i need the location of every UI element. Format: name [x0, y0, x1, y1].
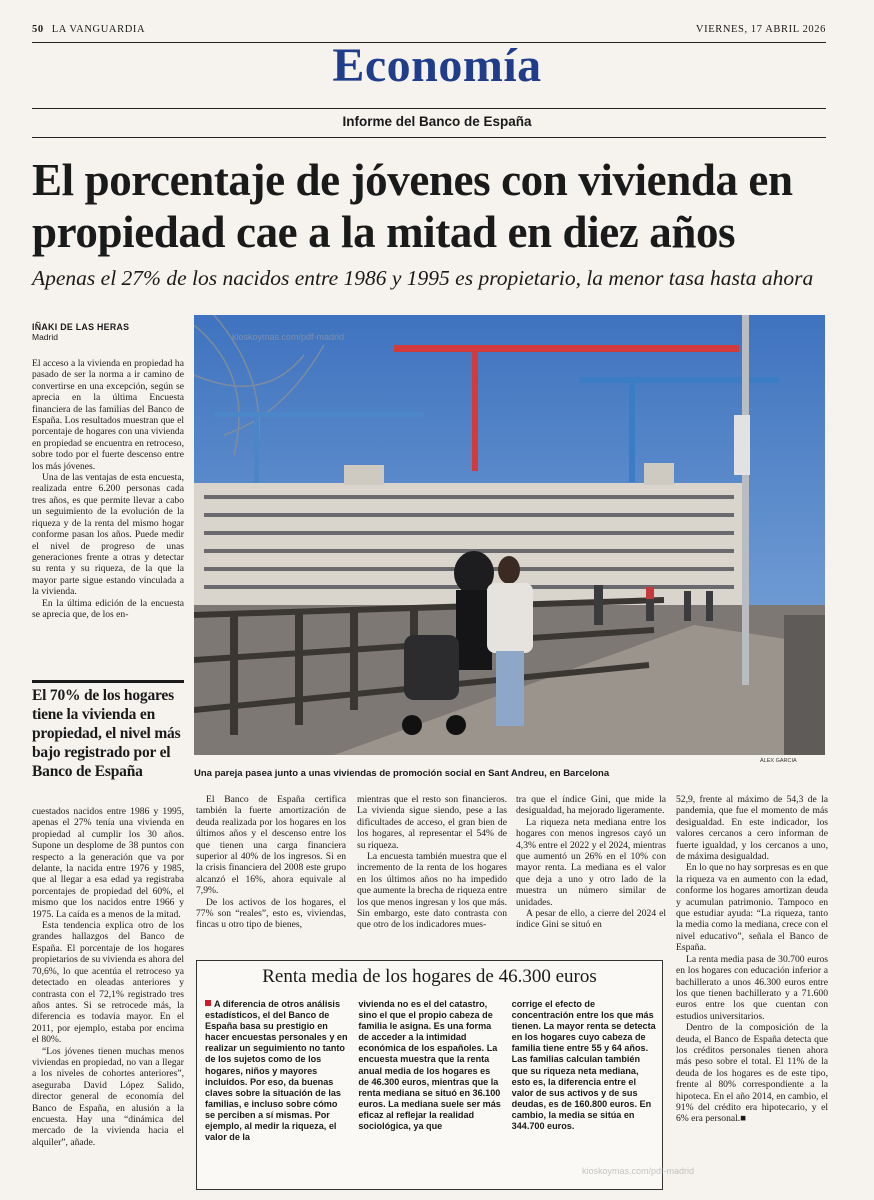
news-photo [194, 315, 825, 755]
paragraph: En la última edición de la encuesta se aprecia que, de los en- [32, 597, 184, 620]
paragraph: Dentro de la composición de la deuda, el Banco de España detecta que los créditos personales tienen ahora más peso sobre el total. El 11% de la deuda de los hogares es de este tipo, frente al 80% correspondiente a la hipoteca. En el año 2014, en cambio, el 91% del crédito era hipotecario, y el 6% era personal.■ [676, 1022, 828, 1125]
paragraph: mientras que el resto son financieros. La vivienda sigue siendo, pese a las dificultades de acceso, el gran bien de los hogares, al representar el 54% de su riqueza. [357, 794, 507, 851]
paragraph: 52,9, frente al máximo de 54,3 de la pandemia, que fue el momento de más desigualdad. En este indicador, los valores cercanos a cero informan de fuerte igualdad, y los cercanos a uno, de máxima desigualdad. [676, 794, 828, 863]
paragraph: El acceso a la vivienda en propiedad ha pasado de ser la norma a ir camino de convertirse en una excepción, según se aprecia en la última Encuesta financiera de las familias del Banco de España. Los resultados muestran que el porcentaje de hogares con una vivienda en propiedad se encuentra en retroceso, sobre todo por el fuerte descenso entre los más jóvenes. [32, 358, 184, 472]
photo-caption: Una pareja pasea junto a unas viviendas de promoción social en Sant Andreu, en Barcelona [194, 768, 610, 779]
paragraph: En lo que no hay sorpresas es en que la riqueza va en aumento con la edad, conforme los hogares amortizan deuda y acumulan patrimonio. Tampoco en que estudiar ayuda: “La riqueza, tanto la media como la mediana, crece con el nivel educativo”, señala el Banco de España. [676, 862, 828, 954]
sidebar-box-text: A diferencia de otros análisis estadísticos, el del Banco de España basa su prestigio en hacer encuestas personales y en realizar un seguimiento no tanto de los sujetos como de los hogares, niños y mayores incluidos. Por eso, da buenas claves sobre la situación de las familias, e incluso sobre cómo se perciben a sí mismas. Por ejemplo, al medir la riqueza, el valor de la [205, 999, 348, 1143]
kicker-rule [32, 137, 826, 138]
kicker: Informe del Banco de España [342, 114, 532, 129]
paragraph: La encuesta también muestra que el incremento de la renta de los hogares en los últimos años no ha impedido que aumente la brecha de riqueza entre los que menos ingresan y los que más. Sin embargo, este dato contrasta con que otro de los indicadores mues- [357, 851, 507, 931]
paragraph: Una de las ventajas de esta encuesta, realizada entre 6.200 personas cada tres años, es que permite llevar a cabo un seguimiento de la evolución de la riqueza y de la renta del mismo hogar conforme pasan los años. Puede medir el nivel de progreso de unas generaciones frente a otras y detectar su renta y su riqueza, de la que la mayor parte sigue estando vinculada a la vivienda. [32, 472, 184, 598]
sidebar-box-column-1 [205, 999, 349, 1187]
paragraph: El Banco de España certifica también la fuerte amortización de deuda realizada por los hogares en los últimos años y el descenso entre los que tienen una carga financiera superior al 40% de los ingresos. Si en la crisis financiera del 2008 este grupo alcanzó el 16%, ahora equivale al 7,9%. [196, 794, 346, 897]
pull-quote: El 70% de los hogares tiene la vivienda en propiedad, el nivel más bajo registrado por el Banco de España [32, 687, 181, 780]
body-column-3 [357, 794, 507, 954]
sidebar-box-title: Renta media de los hogares de 46.300 euros [262, 966, 597, 987]
body-column-2 [196, 794, 346, 954]
byline [32, 322, 182, 342]
paragraph: tra que el índice Gini, que mide la desigualdad, ha mejorado ligeramente. [516, 794, 666, 817]
subheadline: Apenas el 27% de los nacidos entre 1986 y 1995 es propietario, la menor tasa hasta ahora [32, 266, 814, 290]
body-column-1-bottom [32, 806, 184, 1196]
page-number: 50 [32, 24, 44, 35]
author-name: IÑAKI DE LAS HERAS [32, 322, 130, 332]
paragraph: La renta media pasa de 30.700 euros en los hogares con educación inferior a bachillerato a unos 46.300 euros entre los que tienen bachillerato y a 71.600 euros entre los que cuentan con estudios universitarios. [676, 953, 828, 1022]
section-rule [32, 108, 826, 109]
pull-quote-rule [32, 680, 184, 683]
publication-date: VIERNES, 17 ABRIL 2026 [695, 24, 826, 35]
paragraph: De los activos de los hogares, el 77% son “reales”, esto es, viviendas, fincas u otro tipo de bienes, [196, 896, 346, 931]
paragraph: Esta tendencia explica otro de los grandes hallazgos del Banco de España. El porcentaje de los hogares propietarios de su vivienda es ahora del 70,6%, lo que acentúa el retroceso ya detectado en oleadas anteriores y contrasta con el 72,1% registrado tres años antes. Si se retrocede más, la diferencia es todavía mayor. En el 2011, por ejemplo, estaba por encima el 80%. [32, 920, 184, 1046]
headline: El porcentaje de jóvenes con vivienda en propiedad cae a la mitad en diez años [32, 155, 793, 257]
paragraph: A pesar de ello, a cierre del 2024 el índice Gini se situó en [516, 908, 666, 931]
paragraph: cuestados nacidos entre 1986 y 1995, apenas el 27% tenía una vivienda en propiedad al cumplir los 30 años. Supone un desplome de 38 puntos con respecto a la generación que va por delante, la nacida entre 1976 y 1985, que al llegar a esa edad ya registraba porcentajes de propiedad del 60%, el mismo que los nacidos entre 1966 y 1975. La caída es a menos de la mitad. [32, 806, 184, 920]
red-square-icon [205, 1000, 211, 1006]
section-title: Economía [332, 39, 542, 92]
photo-credit: ÀLEX GARCIA [760, 758, 797, 764]
body-column-5 [676, 794, 828, 1192]
photo-illustration [194, 315, 825, 755]
sidebar-box [196, 960, 663, 1190]
sidebar-box-column-3: corrige el efecto de concentración entre los que más tienen. La mayor renta se detecta en los hogares cuyo cabeza de familia tiene entre 55 y 64 años. Las familias calculan también que su riqueza neta mediana, esto es, la diferencia entre el valor de sus activos y de sus deudas, es de 160.800 euros. En cambio, la media se sitúa en 344.700 euros. [511, 999, 656, 1132]
sidebar-box-column-2: vivienda no es el del catastro, sino el que el propio cabeza de familia le asigna. Es una forma de acceder a la intimidad económica de los españoles. La encuesta muestra que la renta anual media de los hogares es de 46.300 euros, mientras que la renta mediana se situó en 36.100 euros. La mediana suele ser más eficaz al reflejar la realidad sociológica, ya que [358, 999, 501, 1132]
body-column-4 [516, 794, 666, 954]
watermark: kioskoymas.com/pdf-madrid [232, 332, 345, 342]
paragraph: La riqueza neta mediana entre los hogares con menos ingresos cayó un 4,3% entre el 2022 y el 2024, mientras que aumentó un 26% en el 10% con mayor renta. La mediana es el valor que deja a uno y otro lado de la muestra un número similar de unidades. [516, 816, 666, 908]
watermark: kioskoymas.com/pdf-madrid [582, 1166, 695, 1176]
author-city: Madrid [32, 332, 58, 342]
paragraph: “Los jóvenes tienen muchas menos viviendas en propiedad, no van a llegar a los niveles de cohortes anteriores”, aseguraba David López Salido, director general de economía del Banco de España, en alusión a la encuesta. Hay una “dinámica del mercado de la vivienda hacia el alquiler”, añade. [32, 1045, 184, 1148]
publication-name: LA VANGUARDIA [51, 24, 146, 35]
body-column-1-top [32, 358, 184, 676]
